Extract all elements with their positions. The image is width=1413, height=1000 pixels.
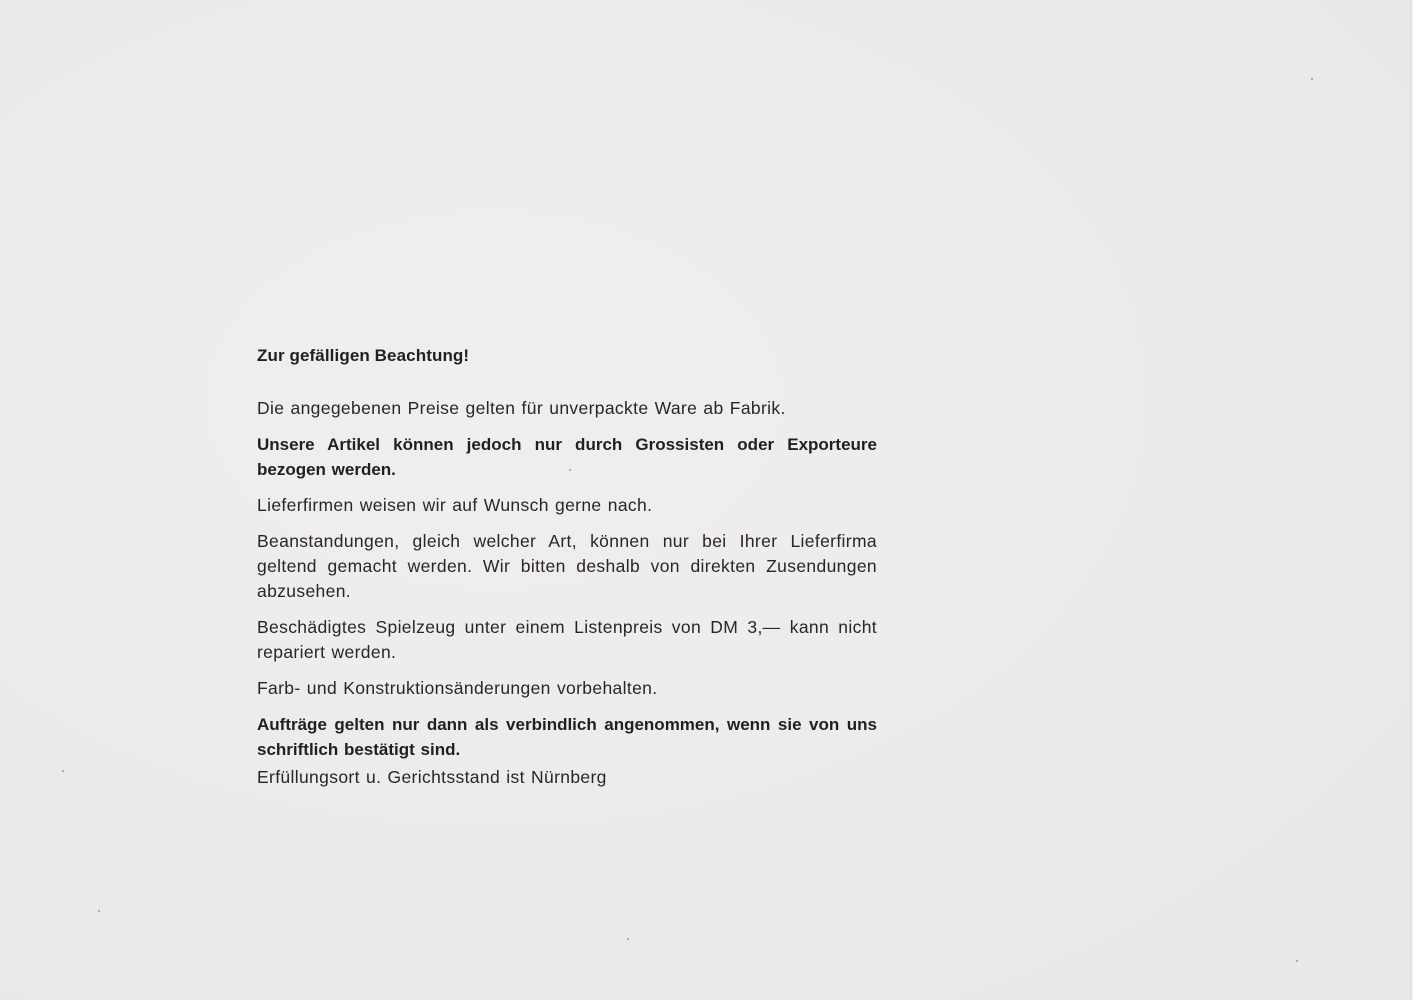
notice-heading: Zur gefälligen Beachtung! — [257, 346, 470, 365]
notice-paragraph-changes: Farb- und Konstruktionsänderungen vorbehalten. — [257, 678, 658, 698]
paper-speck — [98, 910, 100, 912]
paper-speck — [627, 938, 629, 940]
paper-speck — [1296, 960, 1298, 962]
notice-paragraph-wholesalers: Unsere Artikel können jedoch nur durch Grossisten oder Exporteure bezogen werden. — [257, 435, 877, 479]
paper-speck — [62, 770, 64, 772]
notice-paragraph-prices: Die angegebenen Preise gelten für unverpackte Ware ab Fabrik. — [257, 398, 786, 418]
notice-text-block — [257, 343, 877, 801]
notice-paragraph-repairs: Beschädigtes Spielzeug unter einem Listenpreis von DM 3,— kann nicht repariert werden. — [257, 617, 877, 662]
notice-paragraph-jurisdiction: Erfüllungsort u. Gerichtsstand ist Nürnberg — [257, 767, 607, 787]
notice-paragraph-suppliers: Lieferfirmen weisen wir auf Wunsch gerne nach. — [257, 495, 653, 515]
notice-paragraph-complaints: Beanstandungen, gleich welcher Art, können nur bei Ihrer Lieferfirma geltend gemacht werden. Wir bitten deshalb von direkten Zusendungen abzusehen. — [257, 531, 877, 601]
notice-paragraph-orders: Aufträge gelten nur dann als verbindlich angenommen, wenn sie von uns schriftlich bestätigt sind. — [257, 715, 877, 759]
paper-speck — [1311, 78, 1313, 80]
